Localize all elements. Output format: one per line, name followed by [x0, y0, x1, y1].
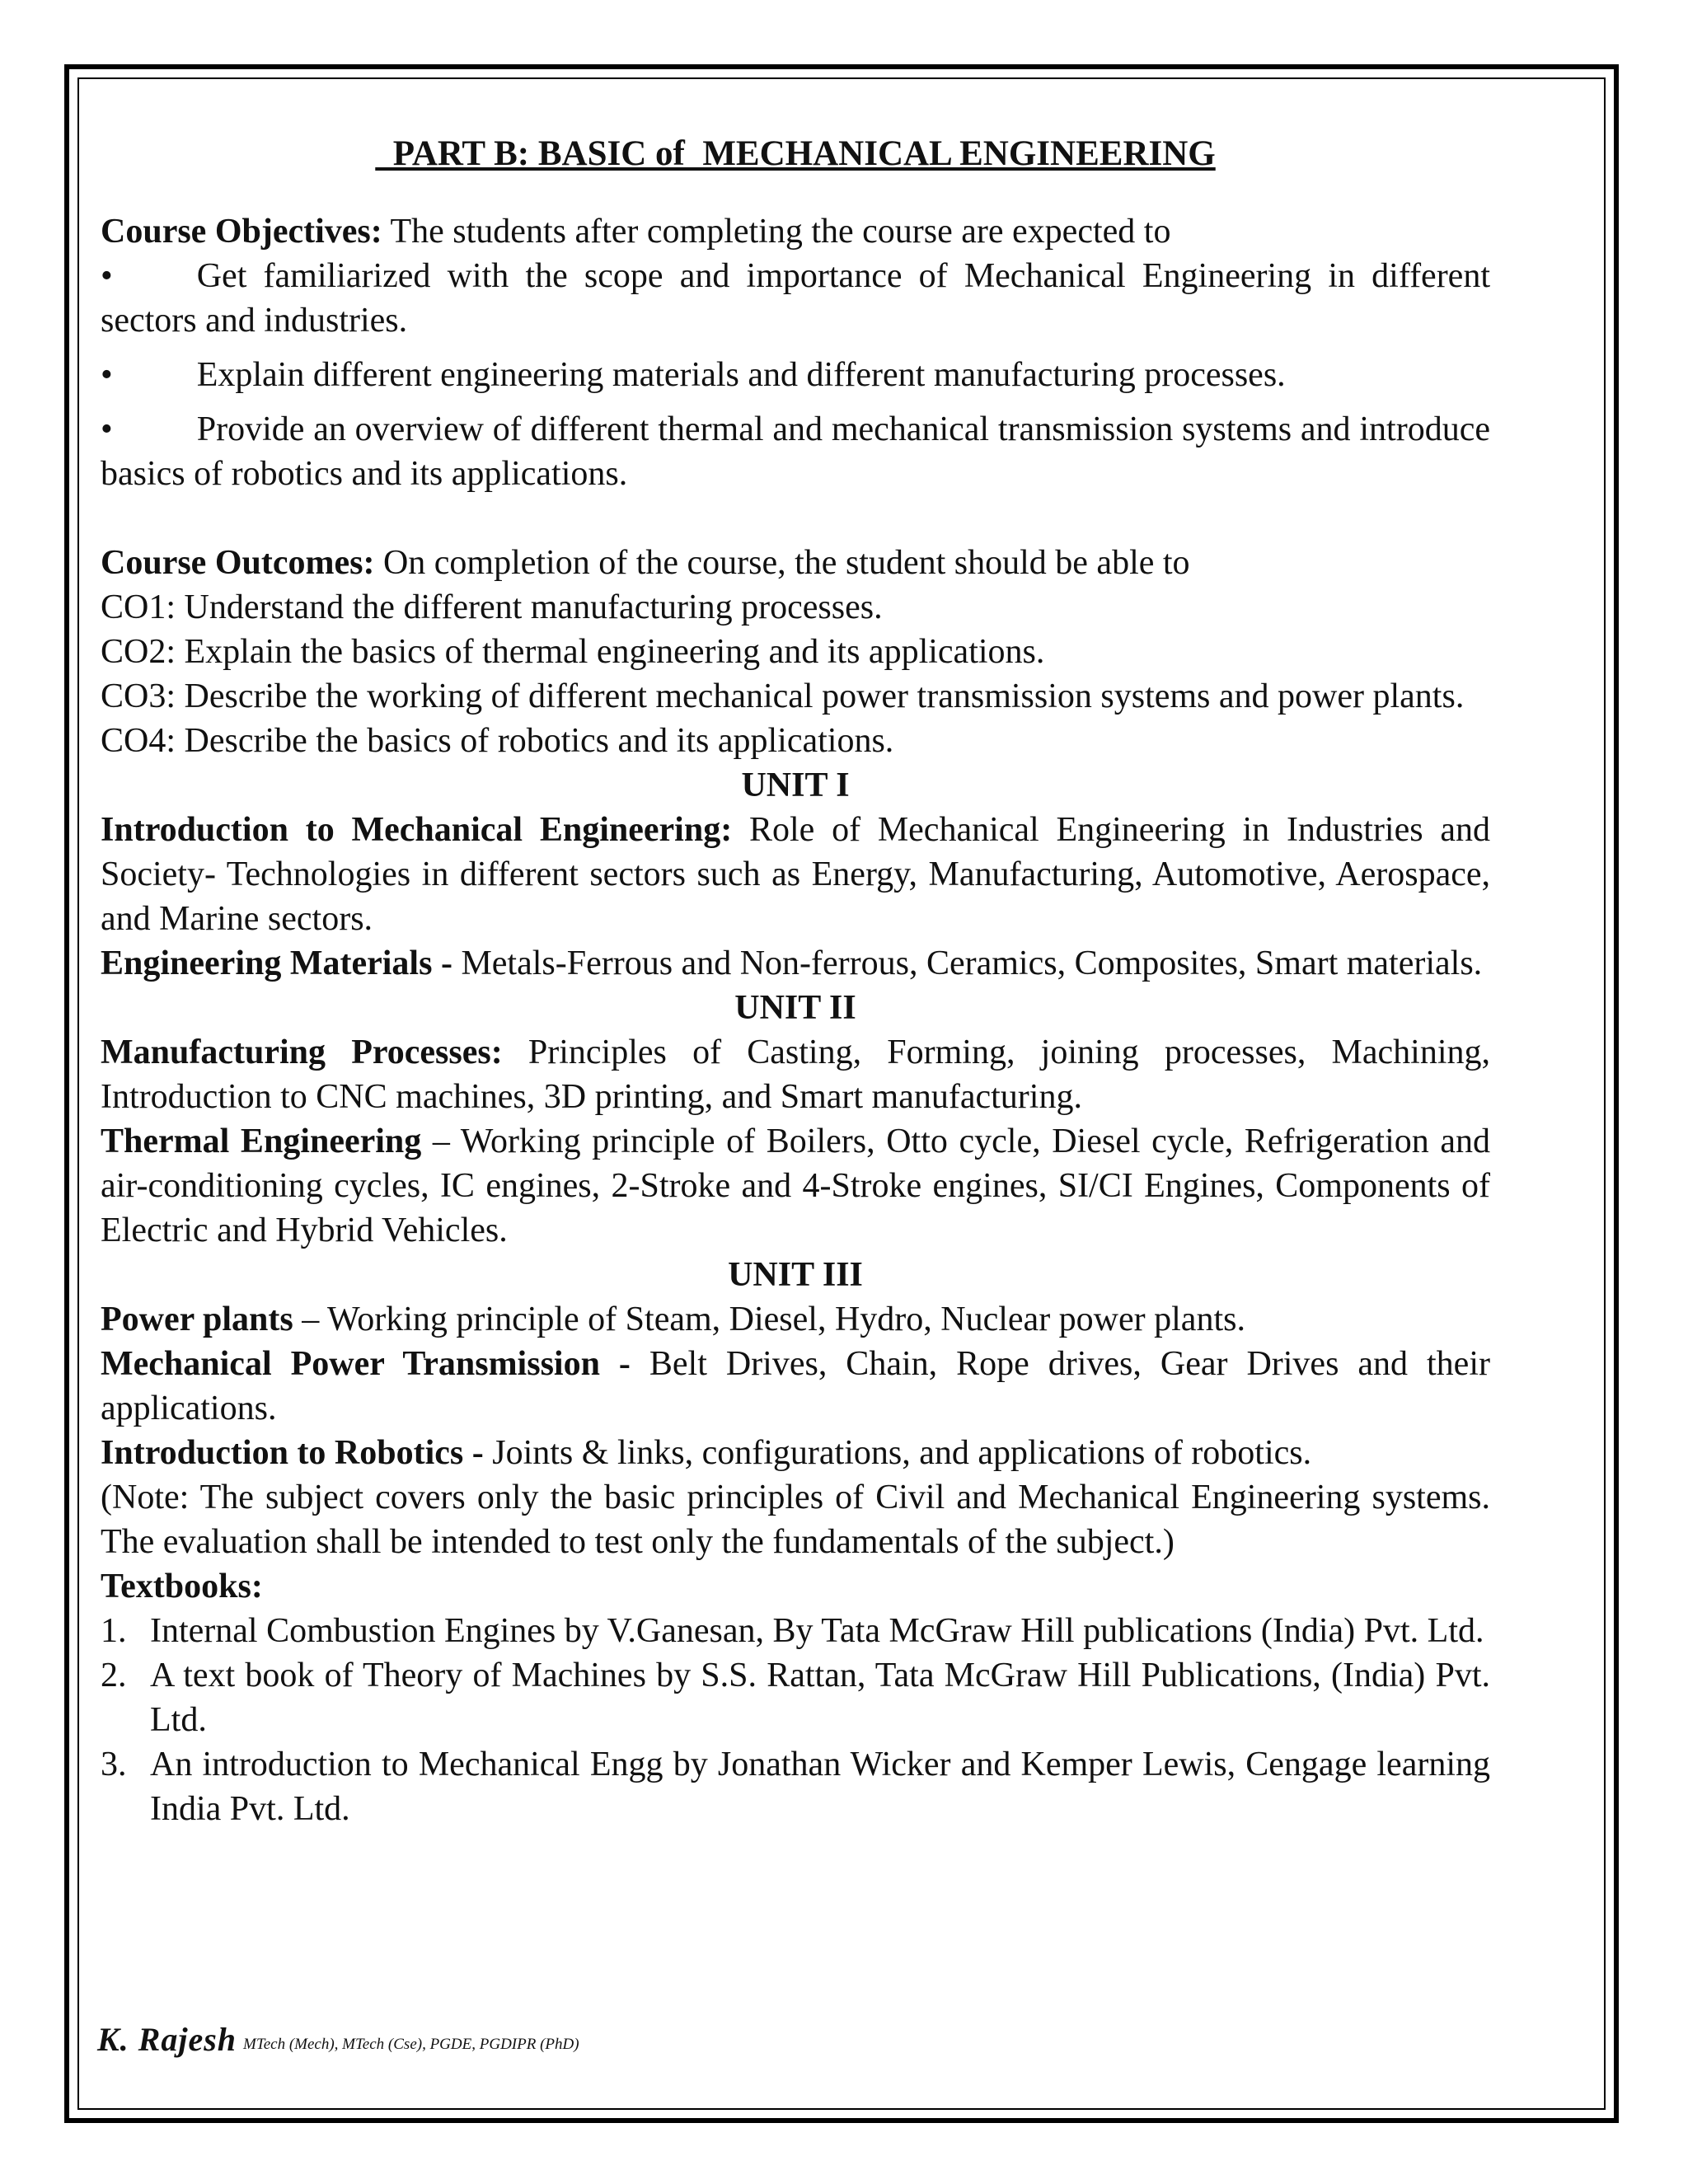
note-paragraph: (Note: The subject covers only the basic principles of Civil and Mechanical Engineering systems. The evaluation shall be intended to test only the fundamentals of the subject.): [101, 1479, 1490, 1561]
objectives-heading: [101, 209, 1490, 254]
textbook-number: 3.: [101, 1746, 127, 1783]
topic-label: Power plants: [101, 1301, 293, 1338]
topic-text: Joints & links, configurations, and applications of robotics.: [483, 1434, 1312, 1472]
textbook-item: [101, 1653, 1490, 1742]
topic-label: Manufacturing Processes:: [101, 1033, 503, 1071]
author-qualifications: MTech (Mech), MTech (Cse), PGDE, PGDIPR (PhD): [243, 2036, 579, 2053]
unit-topic: [101, 1119, 1490, 1253]
objective-item: [101, 353, 1490, 397]
textbooks-heading: [101, 1564, 1490, 1609]
topic-label: Mechanical Power Transmission -: [101, 1345, 631, 1383]
unit-topic: [101, 1342, 1490, 1431]
outcome-item: CO3: Describe the working of different mechanical power transmission systems and power plants.: [101, 677, 1465, 715]
unit-heading: UNIT II: [734, 989, 856, 1027]
topic-text: Role of Mechanical Engineering in Industries and Society- Technologies in different sectors such as Energy, Manufacturing, Automotive, Aerospace, and Marine sectors.: [101, 811, 1491, 938]
bullet-icon: •: [101, 410, 113, 448]
outcome-item: CO2: Explain the basics of thermal engineering and its applications.: [101, 633, 1045, 671]
outcomes-heading: [101, 541, 1490, 585]
topic-label: Introduction to Mechanical Engineering:: [101, 811, 733, 849]
outcomes-intro: On completion of the course, the student should be able to: [374, 544, 1190, 582]
bullet-icon: •: [101, 257, 113, 295]
objective-item: [101, 254, 1490, 343]
outcome-item: CO1: Understand the different manufacturing processes.: [101, 588, 883, 626]
objective-text: Explain different engineering materials and different manufacturing processes.: [196, 356, 1286, 394]
textbook-number: 2.: [101, 1657, 127, 1694]
unit-topic: [101, 808, 1490, 941]
objective-item: [101, 407, 1490, 496]
unit-topic: [101, 1297, 1490, 1342]
textbooks-label: Textbooks:: [101, 1568, 263, 1605]
textbook-number: 1.: [101, 1612, 127, 1650]
outcomes-label: Course Outcomes:: [101, 544, 375, 582]
unit-topic: [101, 1030, 1490, 1119]
topic-text: – Working principle of Boilers, Otto cycle, Diesel cycle, Refrigeration and air-conditioning cycles, IC engines, 2-Stroke and 4-Stroke engines, SI/CI Engines, Components of Electric and Hybrid Vehicles.: [101, 1122, 1490, 1249]
objective-text: Provide an overview of different thermal and mechanical transmission systems and introduce basics of robotics and its applications.: [101, 410, 1490, 493]
unit-heading: UNIT III: [728, 1256, 863, 1294]
objectives-intro: The students after completing the course are expected to: [382, 213, 1171, 251]
bullet-icon: •: [101, 356, 113, 394]
outcome-item: CO4: Describe the basics of robotics and its applications.: [101, 722, 894, 760]
topic-label: Thermal Engineering: [101, 1122, 422, 1160]
topic-label: Introduction to Robotics -: [101, 1434, 484, 1472]
textbook-item: [101, 1742, 1490, 1831]
unit-heading: UNIT I: [741, 766, 850, 804]
topic-label: Engineering Materials -: [101, 944, 452, 982]
topic-text: Metals-Ferrous and Non-ferrous, Ceramics, Composites, Smart materials.: [452, 944, 1483, 982]
textbook-text: Internal Combustion Engines by V.Ganesan, By Tata McGraw Hill publications (India) Pvt. Ltd.: [150, 1612, 1484, 1650]
topic-text: Belt Drives, Chain, Rope drives, Gear Drives and their applications.: [101, 1345, 1490, 1427]
objectives-label: Course Objectives:: [101, 213, 382, 251]
unit-topic: [101, 941, 1490, 986]
textbook-text: An introduction to Mechanical Engg by Jonathan Wicker and Kemper Lewis, Cengage learning India Pvt. Ltd.: [150, 1746, 1490, 1828]
page-title: PART B: BASIC of MECHANICAL ENGINEERING: [375, 134, 1216, 173]
textbook-text: A text book of Theory of Machines by S.S. Rattan, Tata McGraw Hill Publications, (India) Pvt. Ltd.: [150, 1657, 1490, 1739]
topic-text: Principles of Casting, Forming, joining processes, Machining, Introduction to CNC machines, 3D printing, and Smart manufacturing.: [101, 1033, 1490, 1116]
footer-signature: [97, 2009, 579, 2059]
author-signature: K. Rajesh: [97, 2021, 237, 2058]
objective-text: Get familiarized with the scope and importance of Mechanical Engineering in different sectors and industries.: [101, 257, 1490, 340]
textbook-item: [101, 1609, 1490, 1653]
unit-topic: [101, 1431, 1490, 1475]
topic-text: – Working principle of Steam, Diesel, Hydro, Nuclear power plants.: [293, 1301, 1245, 1338]
document-body: [101, 132, 1490, 1831]
